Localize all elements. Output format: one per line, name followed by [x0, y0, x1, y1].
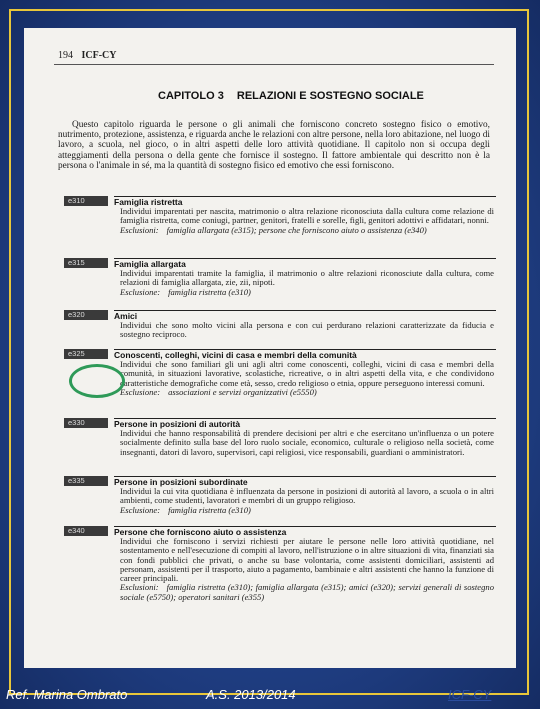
item-title: Persone in posizioni subordinate — [114, 476, 496, 487]
item-code: e315 — [64, 258, 108, 268]
exclusion-text: associazioni e servizi organizzativi (e5550) — [168, 386, 317, 397]
item-description — [120, 429, 494, 457]
item-description — [120, 537, 494, 602]
exclusion-label: Esclusioni: — [120, 582, 159, 593]
item-desc-text: Individui imparentati tramite la famiglia, il matrimonio o altre relazioni riconosciute dalla cultura, come relazioni di famiglia allargata, zie, zii, nipoti. — [120, 268, 494, 288]
intro-paragraph: Questo capitolo riguarda le persone o gli animali che forniscono concreto sostegno fisico o emotivo, nutrimento, protezione, assistenza, e riguarda anche le relazioni con altre persone, nella loro abitazione, nel luogo di lavoro, a scuola, nel gioco, o in altri aspetti delle loro attività quotidiane. Il capitolo non si occupa degli atteggiamenti della persona o della gente che fornisce il sostegno. Il fattore ambientale qui descritto non è la persona o l'animale in sé, ma la quantità di sostegno fisico ed emotivo che essi forniscono. — [58, 120, 490, 171]
chapter-heading — [158, 90, 424, 102]
item-code: e325 — [64, 349, 108, 359]
item-code: e340 — [64, 526, 108, 536]
footer-reference: Ref. Marina Ombrato — [6, 687, 128, 702]
item-code: e335 — [64, 476, 108, 486]
item-description — [120, 269, 494, 297]
exclusion-label: Esclusioni: — [120, 224, 159, 235]
item-code: e330 — [64, 418, 108, 428]
exclusion-text: famiglia ristretta (e310); famiglia allargata (e315); amici (e320); servizi generali di sostegno sociale (e5750); operatori sanitari (e355) — [120, 582, 494, 602]
chapter-label: CAPITOLO 3 — [158, 90, 224, 102]
scanned-page — [24, 28, 516, 668]
item-description — [120, 321, 494, 340]
item-title: Persone che forniscono aiuto o assistenza — [114, 526, 496, 537]
item-title: Amici — [114, 310, 496, 321]
exclusion-text: famiglia ristretta (e310) — [168, 286, 251, 297]
item-desc-text: Individui che hanno responsabilità di prendere decisioni per altri e che esercitano un'influenza o un potere socialmente definito sulla base del loro ruolo sociale, economico, culturale o religioso nella società, come insegnanti, datori di lavoro, supervisori, capi religiosi, vice responsabili, guardiani o amministratori. — [120, 428, 494, 457]
item-desc-text: Individui che forniscono i servizi richiesti per aiutare le persone nelle loro attività quotidiane, nel sostentamento e nell'esecuzione di compiti al lavoro, nell'istruzione o in altre situazioni di vita, finanziati sia con fondi pubblici che privati, o anche su base volontaria, come assistenti domiciliari, assistenti ad personam, assistenti per il trasporto, aiuto a pagamento, bambinaie e altri assistenti che hanno la funzione di career principali. — [120, 536, 494, 584]
slide-footer — [0, 686, 540, 709]
item-desc-text: Individui che sono familiari gli uni agli altri come conoscenti, colleghi, vicini di casa e membri della comunità, in situazioni lavorative, scolastiche, ricreative, o in altri aspetti della vita, e che condividono caratteristiche demografiche come età, sesso, credo religioso o etnia, oppure perseguono interessi comuni. — [120, 359, 494, 388]
exclusion-label: Esclusione: — [120, 504, 161, 515]
item-title: Famiglia allargata — [114, 258, 496, 269]
item-desc-text: Individui la cui vita quotidiana è influenzata da persone in posizioni di autorità al lavoro, a scuola o in altri ambienti, come studenti, lavoratori e membri di un gruppo religioso. — [120, 486, 494, 506]
exclusion-label: Esclusione: — [120, 286, 161, 297]
exclusion-text: famiglia allargata (e315); persone che forniscono aiuto o assistenza (e340) — [166, 224, 427, 235]
item-title: Persone in posizioni di autorità — [114, 418, 496, 429]
exclusion-label: Esclusione: — [120, 386, 161, 397]
item-title: Conoscenti, colleghi, vicini di casa e membri della comunità — [114, 349, 496, 360]
exclusion-text: famiglia ristretta (e310) — [168, 504, 251, 515]
item-title: Famiglia ristretta — [114, 196, 496, 207]
item-description — [120, 487, 494, 515]
chapter-title: RELAZIONI E SOSTEGNO SOCIALE — [236, 90, 424, 102]
item-code: e320 — [64, 310, 108, 320]
book-title: ICF-CY — [81, 50, 117, 61]
chapter-intro — [58, 120, 490, 171]
footer-link[interactable]: ICF-CY — [448, 687, 492, 702]
page-number: 194 — [58, 50, 73, 61]
item-desc-text: Individui che sono molto vicini alla persona e con cui perdurano relazioni caratterizzate da fiducia e sostegno reciproco. — [120, 320, 494, 340]
footer-school-year: A.S. 2013/2014 — [206, 687, 296, 702]
item-description — [120, 207, 494, 235]
item-desc-text: Individui imparentati per nascita, matrimonio o altra relazione riconosciuta dalla cultura come relazione di famiglia ristretta, come coniugi, partner, genitori, fratelli e sorelle, figli, genitori adottivi e affidatari, nonni. — [120, 206, 494, 226]
highlight-circle — [69, 364, 125, 398]
item-code: e310 — [64, 196, 108, 206]
header-divider — [54, 64, 494, 65]
page-header — [58, 50, 117, 61]
item-description — [120, 360, 494, 397]
